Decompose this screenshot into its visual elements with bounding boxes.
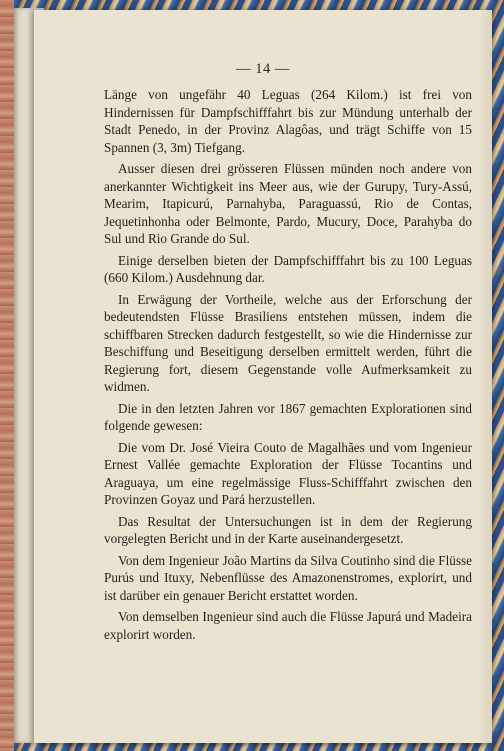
page-edge (480, 10, 492, 743)
paragraph: Länge von ungefähr 40 Leguas (264 Kilom.) ist frei von Hindernissen für Dampfschifffahrt bis zur Mündung unterhalb der Stadt Penedo, in der Provinz Alagôas, und trägt Schiffe von 15 Spannen (3, 3m) Tiefgang. (104, 87, 472, 155)
paragraph: Die vom Dr. José Vieira Couto de Magalhães und vom Ingenieur Ernest Vallée gemachte Exploration der Flüsse Tocantins und Araguaya, um eine regelmässige Fluss-Schifffahrt zwischen den Provinzen Goyaz und Pará herzustellen. (104, 439, 472, 507)
paragraph: Von demselben Ingenieur sind auch die Flüsse Japurá und Madeira explorirt worden. (104, 609, 472, 642)
paragraph: Einige derselben bieten der Dampfschifffahrt bis zu 100 Leguas (660 Kilom.) Ausdehnung dar. (104, 252, 472, 285)
book-page (34, 10, 502, 743)
book-spine (0, 0, 14, 751)
paragraph: Die in den letzten Jahren vor 1867 gemachten Explorationen sind folgende gewesen: (104, 400, 472, 433)
margin-mark: P (496, 266, 502, 276)
paragraph: Von dem Ingenieur João Martins da Silva Coutinho sind die Flüsse Purús und Ituxy, Nebenflüsse des Amazonenstromes, explorirt, und ist darüber ein genauer Bericht erstattet worden. (104, 552, 472, 603)
paragraph: In Erwägung der Vortheile, welche aus der Erforschung der bedeutendsten Flüsse Brasiliens entstehen müssen, indem die schiffbaren Strecken dadurch festgestellt, so wie die Hindernisse zur Beschiffung und Beseitigung derselben ermittelt werden, führt die Regierung fort, diesem Gegenstande volle Aufmerksamkeit zu widmen. (104, 291, 472, 394)
body-text (104, 86, 472, 643)
paragraph: Ausser diesen drei grösseren Flüssen münden noch andere von anerkannter Wichtigkeit ins Meer aus, wie der Gurupy, Tury-Assú, Mearim, Itapicurú, Parnahyba, Paraguassú, Rio de Contas, Jequetinhonha oder Belmonte, Pardo, Mucury, Doce, Parahyba do Sul und Rio Grande do Sul. (104, 161, 472, 246)
page-number: — 14 — (236, 61, 290, 77)
paragraph: Das Resultat der Untersuchungen ist in dem der Regierung vorgelegten Bericht und in der Karte auseinandergesetzt. (104, 513, 472, 546)
